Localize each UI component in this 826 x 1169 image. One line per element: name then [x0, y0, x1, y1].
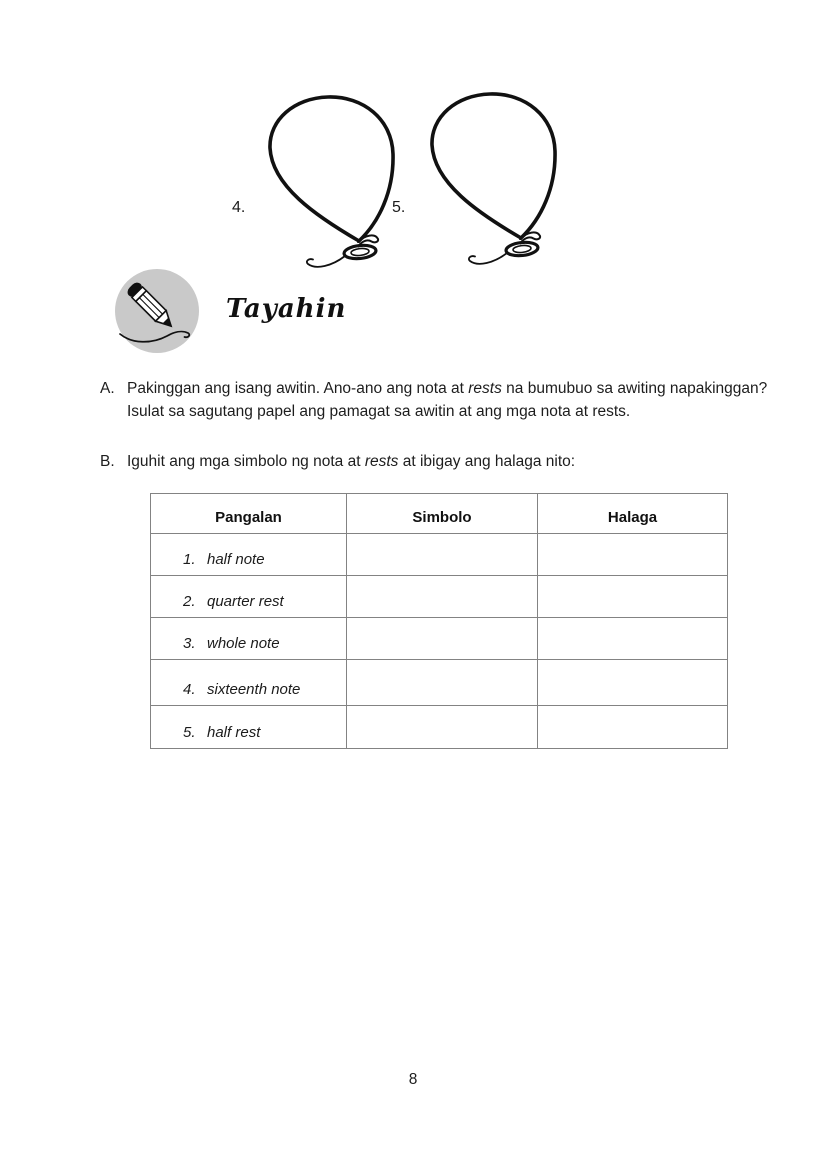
instruction-a — [100, 377, 787, 423]
balloon-drawing-icon — [270, 97, 393, 267]
balloon-drawings — [220, 82, 610, 274]
page-number: 8 — [408, 1071, 418, 1088]
table-row — [151, 618, 728, 660]
simbolo-answer-cell — [347, 618, 538, 660]
column-header-pangalan: Pangalan — [151, 494, 347, 534]
halaga-answer-cell — [538, 576, 728, 618]
balloon-number-5: 5. — [392, 199, 406, 216]
row-number: 2. — [183, 593, 196, 610]
balloon-number-4: 4. — [232, 199, 246, 216]
instruction-a-marker: A. — [100, 380, 115, 397]
note-name: quarter rest — [207, 593, 284, 610]
section-title: Tayahin — [226, 294, 347, 324]
note-name: half note — [207, 551, 265, 568]
instruction-a-line1 — [127, 377, 787, 400]
name-cell — [151, 618, 347, 660]
note-name: half rest — [207, 724, 261, 741]
instruction-b-marker: B. — [100, 453, 115, 470]
simbolo-answer-cell — [347, 660, 538, 706]
simbolo-answer-cell — [347, 706, 538, 749]
table-row — [151, 660, 728, 706]
table-row — [151, 576, 728, 618]
simbolo-answer-cell — [347, 534, 538, 576]
instruction-b-text — [127, 450, 787, 473]
halaga-answer-cell — [538, 660, 728, 706]
instruction-a-line1-post: na bumubuo sa awiting napakinggan? — [501, 380, 768, 397]
row-number: 3. — [183, 635, 196, 652]
simbolo-answer-cell — [347, 576, 538, 618]
row-number: 5. — [183, 724, 196, 741]
halaga-answer-cell — [538, 618, 728, 660]
name-cell — [151, 534, 347, 576]
instruction-b-post: at ibigay ang halaga nito: — [398, 453, 576, 470]
note-name: whole note — [207, 635, 280, 652]
row-number: 1. — [183, 551, 196, 568]
table-header-row — [151, 494, 728, 534]
halaga-answer-cell — [538, 534, 728, 576]
note-name: sixteenth note — [207, 681, 301, 698]
name-cell — [151, 576, 347, 618]
instruction-a-line2: Isulat sa sagutang papel ang pamagat sa awitin at ang mga nota at rests. — [127, 403, 631, 420]
table-row — [151, 534, 728, 576]
name-cell — [151, 706, 347, 749]
column-header-halaga: Halaga — [538, 494, 728, 534]
balloon-drawing-icon — [432, 94, 555, 264]
name-cell — [151, 660, 347, 706]
instruction-a-text — [127, 377, 787, 423]
instruction-a-line1-pre: Pakinggan ang isang awitin. Ano-ano ang nota at — [127, 380, 469, 397]
halaga-answer-cell — [538, 706, 728, 749]
column-header-simbolo: Simbolo — [347, 494, 538, 534]
instruction-b-italic: rests — [364, 453, 399, 470]
instruction-a-line1-italic: rests — [468, 380, 502, 397]
instruction-b — [100, 450, 787, 473]
table-row — [151, 706, 728, 749]
row-number: 4. — [183, 681, 196, 698]
pencil-icon — [112, 266, 202, 356]
notes-rests-table — [150, 493, 728, 749]
instruction-b-pre: Iguhit ang mga simbolo ng nota at — [127, 453, 365, 470]
